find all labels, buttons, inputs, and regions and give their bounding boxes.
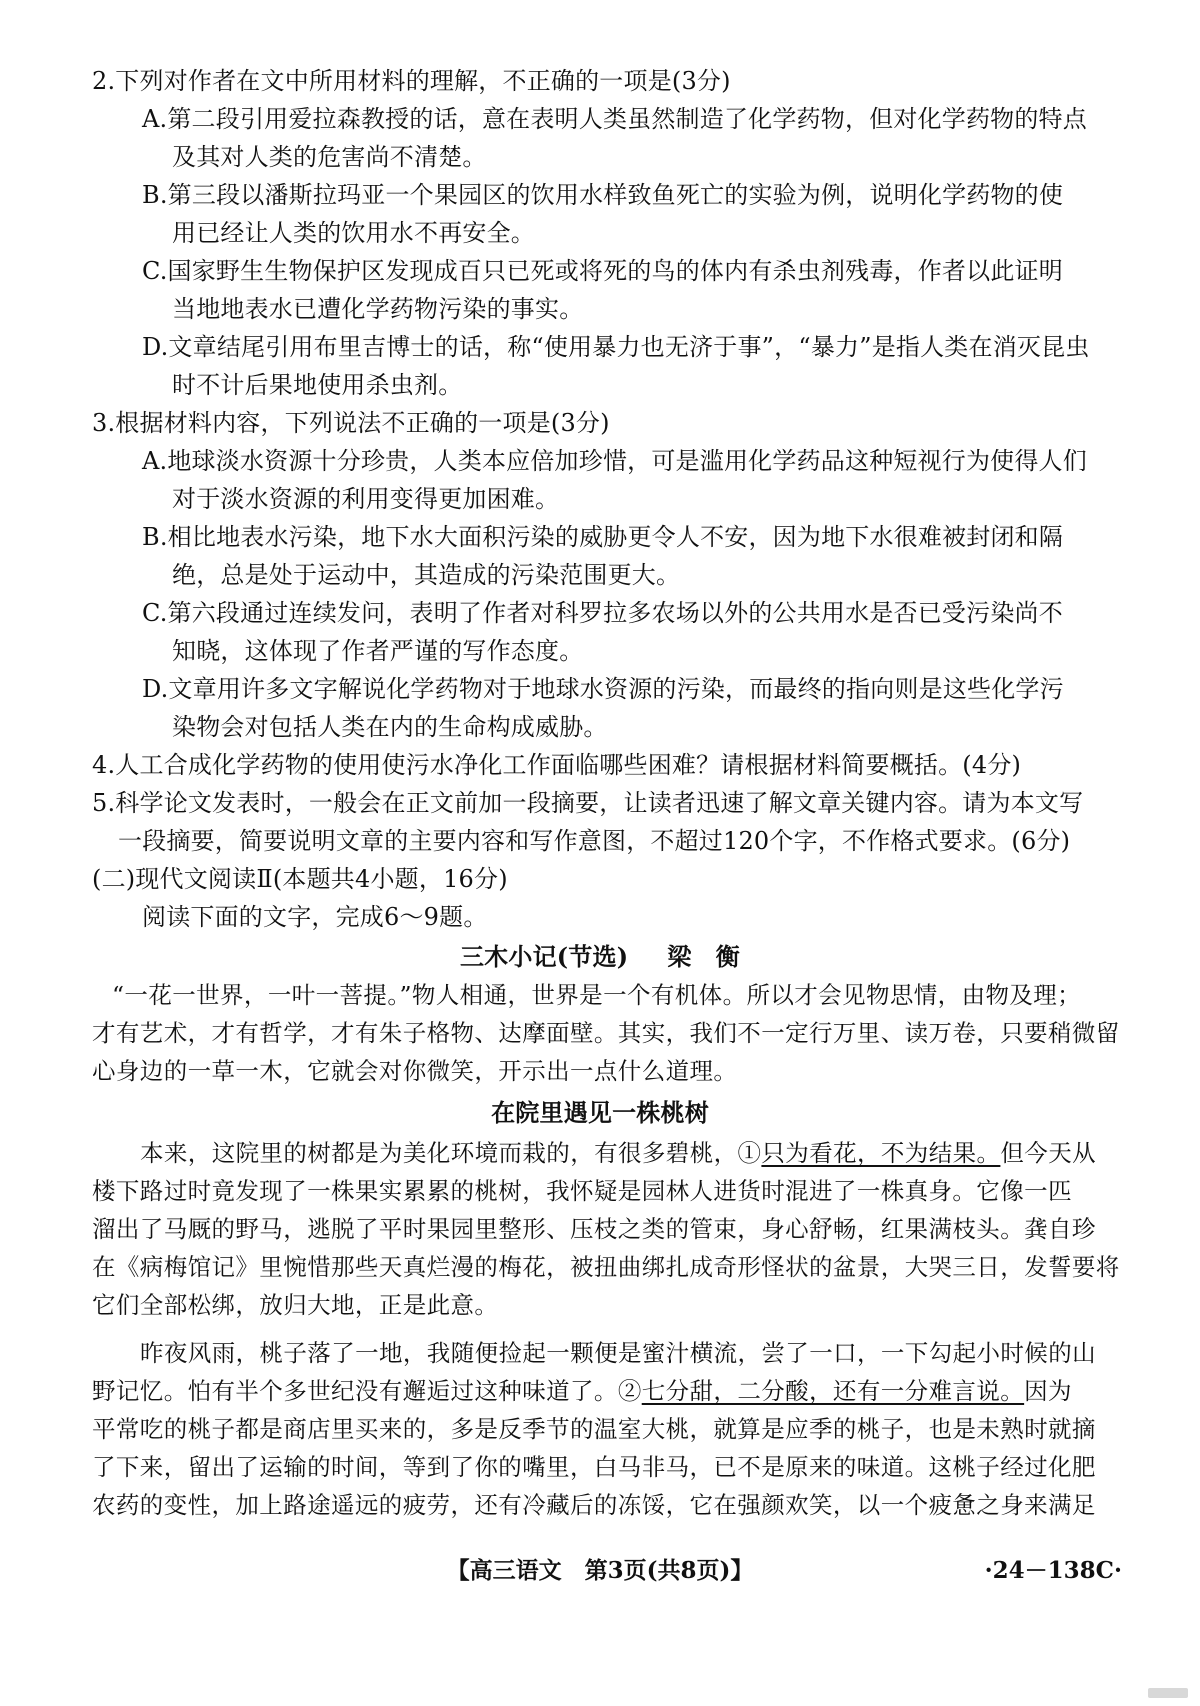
paragraph-2-text-b: 因为	[1024, 1377, 1072, 1405]
question-2-option-d-line2: 时不计后果地使用杀虫剂。	[172, 371, 463, 399]
question-4: 4.人工合成化学药物的使用使污水净化工作面临哪些困难？请根据材料简要概括。(4分)	[92, 751, 1022, 779]
corner-watermark	[1148, 1688, 1188, 1698]
section-2-heading: (二)现代文阅读Ⅱ(本题共4小题，16分)	[92, 865, 508, 893]
paragraph-1-line4: 在《病梅馆记》里惋惜那些天真烂漫的梅花，被扭曲绑扎成奇形怪状的盆景，大哭三日，发誓要将	[92, 1253, 1120, 1281]
article-author: 梁 衡	[667, 942, 741, 971]
page-footer: 【高三语文 第3页(共8页)】	[446, 1557, 754, 1584]
paragraph-2-line4: 了下来，留出了运输的时间，等到了你的嘴里，白马非马，已不是原来的味道。这桃子经过化肥	[92, 1453, 1096, 1481]
question-2-option-d-line1: D.文章结尾引用布里吉博士的话，称“使用暴力也无济于事”，“暴力”是指人类在消灭昆虫	[142, 333, 1090, 361]
question-5-line2: 一段摘要，简要说明文章的主要内容和写作意图，不超过120个字，不作格式要求。(6分)	[118, 827, 1071, 855]
question-3-option-d-line2: 染物会对包括人类在内的生命构成威胁。	[172, 713, 608, 741]
question-3-option-b-line1: B.相比地表水污染，地下水大面积污染的威胁更令人不安，因为地下水很难被封闭和隔	[142, 523, 1064, 551]
question-3-option-b-line2: 绝，总是处于运动中，其造成的污染范围更大。	[172, 561, 681, 589]
underlined-sentence-2: 七分甜，二分酸，还有一分难言说。	[641, 1377, 1025, 1405]
question-3-option-c-line2: 知晓，这体现了作者严谨的写作态度。	[172, 637, 584, 665]
paper-code: ·24－138C·	[984, 1557, 1122, 1584]
question-5-line1: 5.科学论文发表时，一般会在正文前加一段摘要，让读者迅速了解文章关键内容。请为本文写	[92, 789, 1084, 817]
annotation-mark-2: ②	[617, 1377, 642, 1405]
article-intro-line3: 心身边的一草一木，它就会对你微笑，开示出一点什么道理。	[92, 1057, 738, 1085]
paragraph-2-line2	[92, 1376, 1072, 1406]
annotation-mark-1: ①	[737, 1139, 762, 1167]
question-3-option-d-line1: D.文章用许多文字解说化学药物对于地球水资源的污染，而最终的指向则是这些化学污	[142, 675, 1064, 703]
question-2-option-a-line1: A.第二段引用爱拉森教授的话，意在表明人类虽然制造了化学药物，但对化学药物的特点	[142, 105, 1087, 133]
paragraph-2-line3: 平常吃的桃子都是商店里买来的，多是反季节的温室大桃，就算是应季的桃子，也是未熟时就摘	[92, 1415, 1096, 1443]
question-3-stem: 3.根据材料内容，下列说法不正确的一项是(3分)	[92, 409, 610, 437]
article-title: 三木小记(节选)	[459, 942, 629, 971]
paragraph-1-text-a: 本来，这院里的树都是为美化环境而栽的，有很多碧桃，	[140, 1139, 738, 1167]
question-2-option-b-line2: 用已经让人类的饮用水不再安全。	[172, 219, 535, 247]
question-2-option-c-line2: 当地地表水已遭化学药物污染的事实。	[172, 295, 584, 323]
paragraph-2-line1: 昨夜风雨，桃子落了一地，我随便捡起一颗便是蜜汁横流，尝了一口，一下勾起小时候的山	[140, 1339, 1096, 1367]
question-3-option-a-line2: 对于淡水资源的利用变得更加困难。	[172, 485, 560, 513]
question-2-option-a-line2: 及其对人类的危害尚不清楚。	[172, 143, 487, 171]
article-intro-line1: “一花一世界，一叶一菩提。”物人相通，世界是一个有机体。所以才会见物思情，由物及理；	[112, 981, 1082, 1009]
paragraph-1-line5: 它们全部松绑，放归大地，正是此意。	[92, 1291, 499, 1319]
paragraph-1-line1	[140, 1138, 1096, 1168]
paragraph-1-line2: 楼下路过时竟发现了一株果实累累的桃树，我怀疑是园林人进货时混进了一株真身。它像一匹	[92, 1177, 1072, 1205]
paragraph-2-text-a: 野记忆。怕有半个多世纪没有邂逅过这种味道了。	[92, 1377, 618, 1405]
question-2-stem: 2.下列对作者在文中所用材料的理解，不正确的一项是(3分)	[92, 67, 731, 95]
section-2-instruction: 阅读下面的文字，完成6～9题。	[142, 903, 488, 931]
article-intro-line2: 才有艺术，才有哲学，才有朱子格物、达摩面壁。其实，我们不一定行万里、读万卷，只要稍微留	[92, 1019, 1120, 1047]
article-title-row	[0, 942, 1200, 972]
question-3-option-a-line1: A.地球淡水资源十分珍贵，人类本应倍加珍惜，可是滥用化学药品这种短视行为使得人们	[142, 447, 1087, 475]
paragraph-1-text-b: 但今天从	[1000, 1139, 1097, 1167]
article-subtitle: 在院里遇见一株桃树	[491, 1098, 709, 1127]
paragraph-1-line3: 溜出了马厩的野马，逃脱了平时果园里整形、压枝之类的管束，身心舒畅，红果满枝头。龚自珍	[92, 1215, 1096, 1243]
paragraph-2-line5: 农药的变性，加上路途遥远的疲劳，还有冷藏后的冻馁，它在强颜欢笑，以一个疲惫之身来满足	[92, 1491, 1096, 1519]
underlined-sentence-1: 只为看花，不为结果。	[761, 1139, 1001, 1167]
question-2-option-c-line1: C.国家野生生物保护区发现成百只已死或将死的鸟的体内有杀虫剂残毒，作者以此证明	[142, 257, 1063, 285]
question-2-option-b-line1: B.第三段以潘斯拉玛亚一个果园区的饮用水样致鱼死亡的实验为例，说明化学药物的使	[142, 181, 1064, 209]
question-3-option-c-line1: C.第六段通过连续发问，表明了作者对科罗拉多农场以外的公共用水是否已受污染尚不	[142, 599, 1063, 627]
